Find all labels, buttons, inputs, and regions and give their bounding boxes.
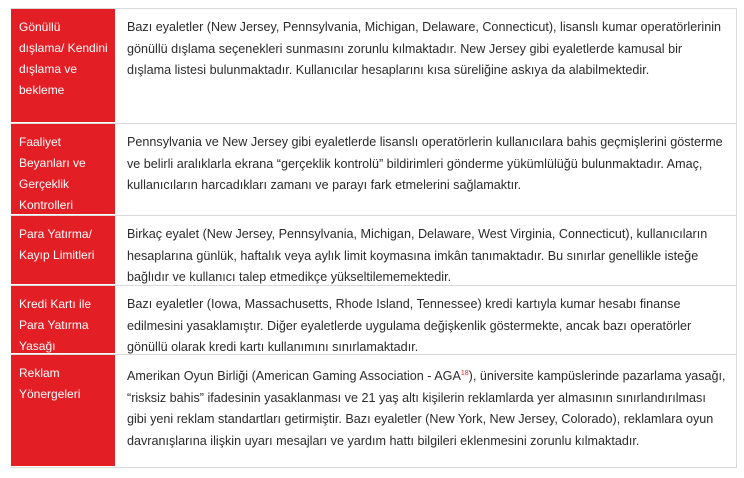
table-row xyxy=(11,286,737,355)
table-row xyxy=(11,124,737,216)
footnote-marker: 18 xyxy=(460,370,469,377)
row-text: Pennsylvania ve New Jersey gibi eyaletlerde lisanslı operatörlerin kullanıcılara bahis geçmişlerini gösterme ve belirli aralıklarla ekrana “gerçeklik kontrolü” bildirimleri gönderme yükümlülüğü bulunmaktadır. Amaç, kullanıcıların harcadıkları zamanı ve parayı fark etmelerini sağlamaktır. xyxy=(115,124,737,215)
row-heading: Faaliyet Beyanları ve Gerçeklik Kontrolleri xyxy=(11,124,115,215)
row-text: Bazı eyaletler (New Jersey, Pennsylvania, Michigan, Delaware, Connecticut), lisanslı kumar operatörlerinin gönüllü dışlama seçenekleri sunmasını zorunlu kılmaktadır. New Jersey gibi eyaletlerde kamusal bir dışlama listesi bulunmaktadır. Kullanıcılar hesaplarını kısa süreliğine askıya da alabilmektedir. xyxy=(115,9,737,123)
table-row xyxy=(11,8,737,124)
row-text-part: ), üniversite kampüslerinde pazarlama yasağı, “risksiz bahis” ifadesinin yasaklanması ve 21 yaş altı kişilerin reklamlarda yer almasının sınırlandırılması gibi yeni reklam standartları getirmiştir. Bazı eyaletler (New York, New Jersey, Colorado), reklamlara oyun davranışlarına ilişkin uyarı mesajları ve yardım hattı bilgileri eklenmesini zorunlu kılmaktadır. xyxy=(127,369,726,448)
row-text: Birkaç eyalet (New Jersey, Pennsylvania, Michigan, Delaware, West Virginia, Connecticut), kullanıcıların hesaplarına günlük, haftalık veya aylık limit koymasına imkân tanımaktadır. Bu sınırlar genellikle isteğe bağlıdır ve kullanıcı talep etmedikçe yükseltilememektedir. xyxy=(115,216,737,285)
row-heading: Reklam Yönergeleri xyxy=(11,355,115,467)
row-text-part: Amerikan Oyun Birliği (American Gaming Association - AGA xyxy=(127,369,461,384)
row-heading: Gönüllü dışlama/ Kendini dışlama ve bekleme xyxy=(11,9,115,123)
table-row xyxy=(11,216,737,286)
table-row xyxy=(11,355,737,468)
row-text xyxy=(115,355,737,467)
regulations-table xyxy=(11,8,737,468)
row-heading: Para Yatırma/ Kayıp Limitleri xyxy=(11,216,115,285)
row-heading: Kredi Kartı ile Para Yatırma Yasağı xyxy=(11,286,115,354)
row-text: Bazı eyaletler (Iowa, Massachusetts, Rhode Island, Tennessee) kredi kartıyla kumar hesabı finanse edilmesini yasaklamıştır. Diğer eyaletlerde uygulama değişkenlik göstermekte, ancak bazı operatörler gönüllü olarak kredi kartı kullanımını sınırlamaktadır. xyxy=(115,286,737,354)
